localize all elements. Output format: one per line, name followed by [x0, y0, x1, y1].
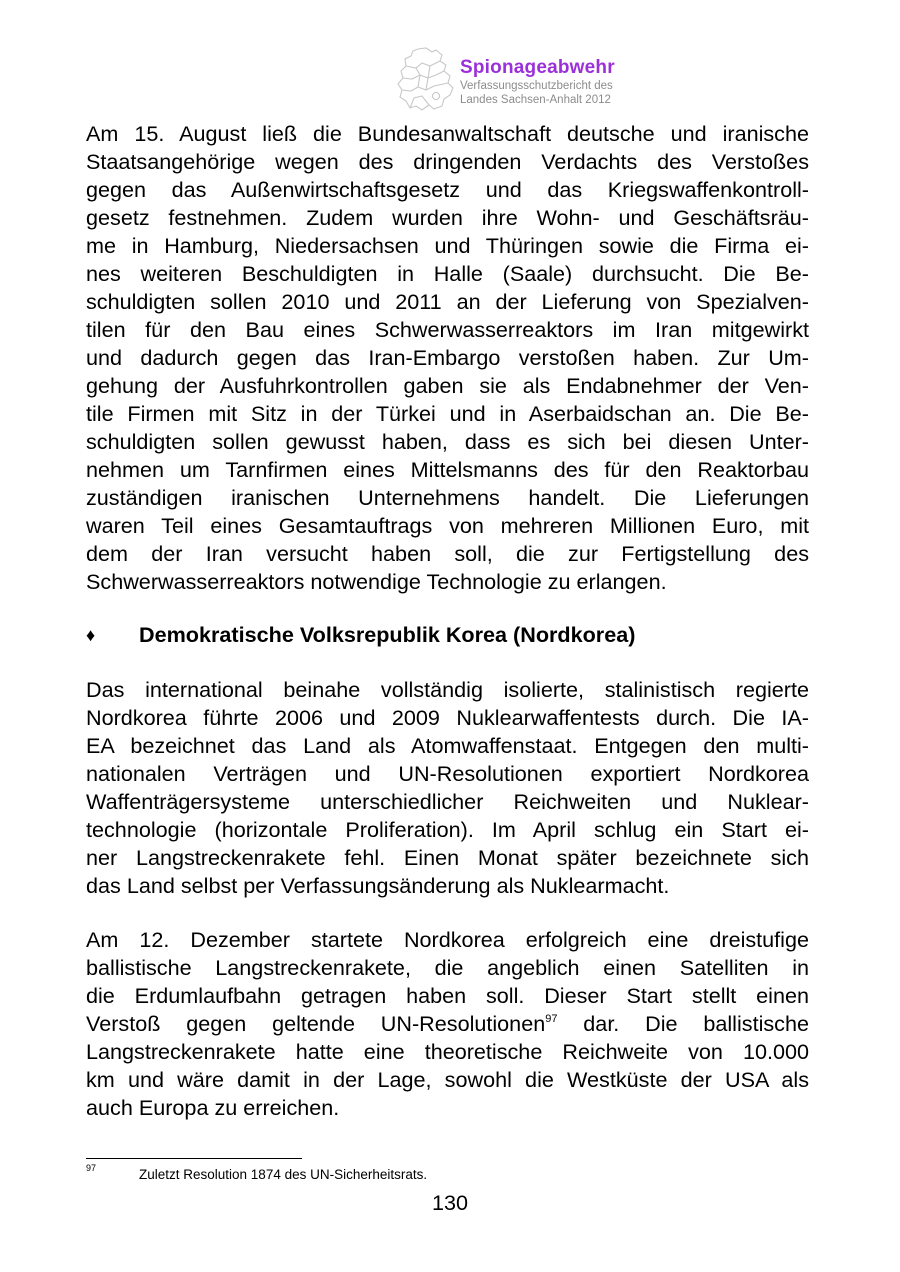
text-line: technologie (horizontale Proliferation). Im April schlug ein Start ei-	[86, 817, 809, 842]
footnote-reference[interactable]: 97	[545, 1013, 558, 1025]
text-segment: Verstoß gegen geltende UN-Resolutionen	[86, 1011, 546, 1036]
paragraph-missile-launch	[86, 926, 809, 1122]
text-line: ballistische Langstreckenrakete, die angeblich einen Satelliten in	[86, 955, 809, 980]
text-line	[86, 1010, 809, 1038]
text-line: Schwerwasserreaktors notwendige Technologie zu erlangen.	[86, 569, 667, 594]
text-line: dem der Iran versucht haben soll, die zur Fertigstellung des	[86, 541, 809, 566]
text-line: km und wäre damit in der Lage, sowohl die Westküste der USA als	[86, 1067, 809, 1092]
text-line: gegen das Außenwirtschaftsgesetz und das Kriegswaffenkontroll-	[86, 177, 809, 202]
text-segment: dar. Die ballistische	[557, 1011, 809, 1036]
text-line: Nordkorea führte 2006 und 2009 Nuklearwaffentests durch. Die IA-	[86, 705, 809, 730]
text-line: nes weiteren Beschuldigten in Halle (Saale) durchsucht. Die Be-	[86, 261, 809, 286]
text-line: ner Langstreckenrakete fehl. Einen Monat später bezeichnete sich	[86, 845, 809, 870]
section-title: Demokratische Volksrepublik Korea (Nordkorea)	[139, 622, 636, 647]
header-subtitle-line-2: Landes Sachsen-Anhalt 2012	[460, 94, 611, 106]
diamond-bullet-icon: ♦	[86, 625, 96, 645]
text-line: Staatsangehörige wegen des dringenden Verdachts des Verstoßes	[86, 149, 809, 174]
text-line: Das international beinahe vollständig isolierte, stalinistisch regierte	[86, 677, 809, 702]
text-line: me in Hamburg, Niedersachsen und Thüringen sowie die Firma ei-	[86, 233, 809, 258]
text-line: EA bezeichnet das Land als Atomwaffenstaat. Entgegen den multi-	[86, 733, 809, 758]
text-line: Waffenträgersysteme unterschiedlicher Reichweiten und Nuklear-	[86, 789, 809, 814]
text-line: schuldigten sollen 2010 und 2011 an der Lieferung von Spezialven-	[86, 289, 809, 314]
paragraph-iran-case	[86, 120, 809, 596]
text-line: zuständigen iranischen Unternehmens handelt. Die Lieferungen	[86, 485, 809, 510]
saxony-anhalt-map-logo	[396, 46, 458, 114]
text-line: nationalen Verträgen und UN-Resolutionen exportiert Nordkorea	[86, 761, 809, 786]
text-line: schuldigten sollen gewusst haben, dass es sich bei diesen Unter-	[86, 429, 809, 454]
text-line: auch Europa zu erreichen.	[86, 1095, 340, 1120]
text-line: Langstreckenrakete hatte eine theoretische Reichweite von 10.000	[86, 1039, 809, 1064]
text-line: tile Firmen mit Sitz in der Türkei und in Aserbaidschan an. Die Be-	[86, 401, 809, 426]
text-line: nehmen um Tarnfirmen eines Mittelsmanns des für den Reaktorbau	[86, 457, 809, 482]
text-line: gehung der Ausfuhrkontrollen gaben sie als Endabnehmer der Ven-	[86, 373, 809, 398]
text-line: die Erdumlaufbahn getragen haben soll. Dieser Start stellt einen	[86, 983, 809, 1008]
paragraph-north-korea-overview	[86, 676, 809, 900]
header-title: Spionageabwehr	[460, 57, 615, 78]
footnote-text: Zuletzt Resolution 1874 des UN-Sicherheitsrats.	[139, 1167, 428, 1182]
text-line: das Land selbst per Verfassungsänderung als Nuklearmacht.	[86, 873, 670, 898]
page-number: 130	[431, 1190, 469, 1215]
text-line: waren Teil eines Gesamtauftrags von mehreren Millionen Euro, mit	[86, 513, 809, 538]
text-line: und dadurch gegen das Iran-Embargo verstoßen haben. Zur Um-	[86, 345, 809, 370]
text-line: Am 15. August ließ die Bundesanwaltschaft deutsche und iranische	[86, 121, 809, 146]
text-line: tilen für den Bau eines Schwerwasserreaktors im Iran mitgewirkt	[86, 317, 809, 342]
text-line: Am 12. Dezember startete Nordkorea erfolgreich eine dreistufige	[86, 927, 809, 952]
header-subtitle-line-1: Verfassungsschutzbericht des	[460, 80, 613, 92]
footnote-number: 97	[86, 1163, 97, 1173]
footnote-divider	[86, 1158, 302, 1159]
text-line: gesetz festnehmen. Zudem wurden ihre Wohn- und Geschäftsräu-	[86, 205, 809, 230]
